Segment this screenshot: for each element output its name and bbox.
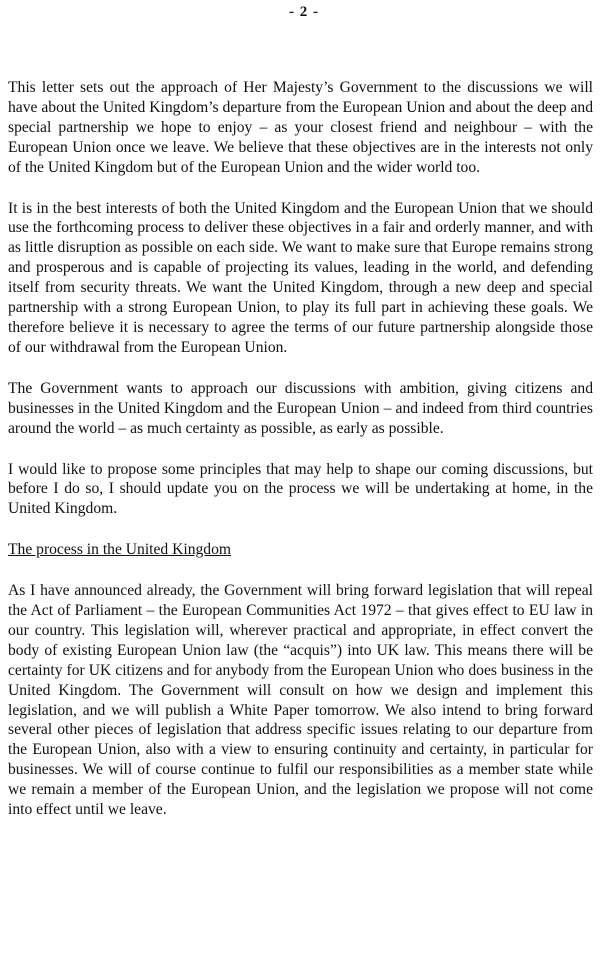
paragraph-principles: I would like to propose some principles that may help to shape our coming discussions, but before I do so, I should update you on the process we will be undertaking at home, in the United Kingdom.	[8, 460, 593, 518]
letter-body	[8, 78, 593, 841]
paragraph-ambition: The Government wants to approach our discussions with ambition, giving citizens and businesses in the United Kingdom and the European Union – and indeed from third countries around the world – as much certainty as possible, as early as possible.	[8, 379, 593, 437]
paragraph-legislation: As I have announced already, the Government will bring forward legislation that will repeal the Act of Parliament – the European Communities Act 1972 – that gives effect to EU law in our country. This legislation will, wherever practical and appropriate, in effect convert the body of existing European Union law (the “acquis”) into UK law. This means there will be certainty for UK citizens and for anybody from the European Union who does business in the United Kingdom. The Government will consult on how we design and implement this legislation, and we will publish a White Paper tomorrow. We also intend to bring forward several other pieces of legislation that address specific issues relating to our departure from the European Union, also with a view to ensuring continuity and certainty, in particular for businesses. We will of course continue to fulfil our responsibilities as a member state while we remain a member of the European Union, and the legislation we propose will not come into effect until we leave.	[8, 582, 593, 819]
paragraph-intro: This letter sets out the approach of Her Majesty’s Government to the discussions we will have about the United Kingdom’s departure from the European Union and about the deep and special partnership we hope to enjoy – as your closest friend and neighbour – with the European Union once we leave. We believe that these objectives are in the interests not only of the United Kingdom but of the European Union and the wider world too.	[8, 79, 593, 176]
paragraph-interests: It is in the best interests of both the United Kingdom and the European Union that we should use the forthcoming process to deliver these objectives in a fair and orderly manner, and with as little disruption as possible on each side. We want to make sure that Europe remains strong and prosperous and is capable of projecting its values, leading in the world, and defending itself from security threats. We want the United Kingdom, through a new deep and special partnership with a strong European Union, to play its full part in achieving these goals. We therefore believe it is necessary to agree the terms of our future partnership alongside those of our withdrawal from the European Union.	[8, 199, 593, 356]
section-heading: The process in the United Kingdom	[8, 541, 232, 559]
page-number: - 2 -	[289, 4, 319, 20]
